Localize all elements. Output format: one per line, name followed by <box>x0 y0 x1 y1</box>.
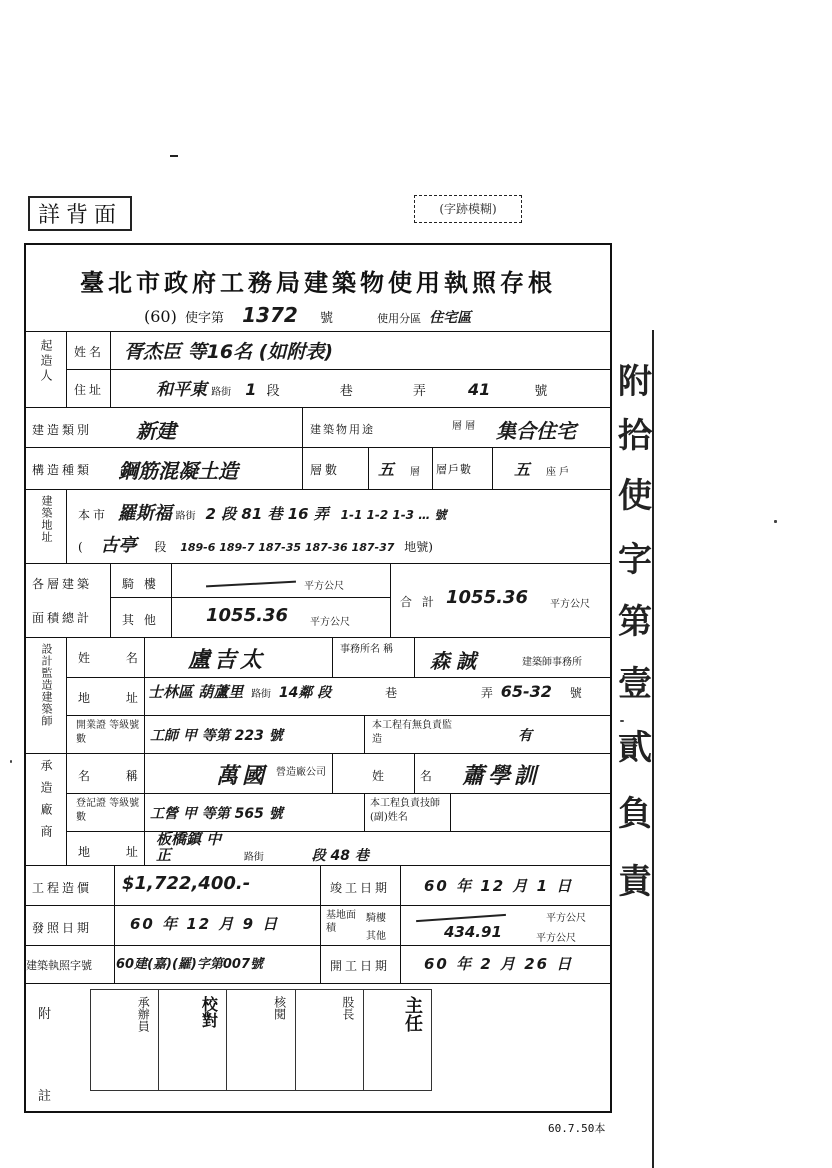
notes-stamp-cell <box>91 990 159 1090</box>
site-line-1 <box>78 499 608 525</box>
contractor-reg-label: 登記證 等級號數 <box>76 798 140 823</box>
applicant-address-number: 41 <box>467 380 491 399</box>
col-divider <box>364 793 365 831</box>
floors-label: 層數 <box>310 463 341 477</box>
stamp-text: 承辦員 <box>136 996 151 1032</box>
row-divider <box>26 331 610 332</box>
edge-char: 拾 <box>618 416 652 456</box>
col-divider <box>110 563 111 637</box>
notes-label-bottom: 註 <box>38 1089 55 1104</box>
row-divider <box>26 407 610 408</box>
form-code: 60.7.50本 <box>548 1122 606 1135</box>
row-divider <box>26 563 610 564</box>
col-divider <box>114 865 115 983</box>
other-label: 其 他 <box>122 613 159 627</box>
col-divider <box>332 753 333 793</box>
row-divider <box>26 489 610 490</box>
designer-address-label: 地 址 <box>78 691 154 705</box>
edge-char: 責 <box>618 862 652 902</box>
zone-label: 使用分區 <box>377 312 422 325</box>
col-divider <box>364 715 365 753</box>
site-line-2 <box>78 531 608 557</box>
designer-office-label: 事務所名 稱 <box>340 644 394 655</box>
applicant-address-road: 和平東 <box>156 380 207 400</box>
contractor-address <box>156 831 456 865</box>
floors-value: 五 <box>378 460 395 479</box>
site-lot-prefix: ( <box>78 540 83 554</box>
applicant-section-label: 起造人 <box>39 339 53 384</box>
contractor-engineer-label: 本工程負責技師(副)姓名 <box>370 798 440 823</box>
row-divider <box>66 793 610 794</box>
use-label: 建築物用途 <box>310 423 375 436</box>
col-divider <box>302 407 303 447</box>
col-divider <box>144 637 145 865</box>
stamp-text: 股長 <box>340 996 355 1020</box>
col-divider <box>66 637 67 753</box>
designer-address-road-suffix: 路街 <box>251 689 272 700</box>
build-permit-label: 建築執照字號 <box>26 959 92 972</box>
edge-char: 字 <box>618 540 652 580</box>
area-section-2: 面積總計 <box>32 611 93 625</box>
notes-stamp-cell <box>159 990 227 1090</box>
edge-char: 貳 <box>618 728 652 768</box>
designer-supervise-value: 有 <box>518 728 532 744</box>
col-divider <box>66 331 67 407</box>
arcade-unit: 平方公尺 <box>304 581 344 592</box>
col-divider <box>400 865 401 983</box>
designer-cert-value: 工師 甲 等第 223 號 <box>150 728 283 744</box>
row-divider <box>26 637 610 638</box>
contractor-address-suffix: 路街 <box>243 852 264 863</box>
start-value: 60 年 2 月 26 日 <box>424 955 574 973</box>
permit-number: 1372 <box>242 303 298 327</box>
total-unit: 平方公尺 <box>550 599 590 610</box>
col-divider <box>110 331 111 407</box>
permit-word: 使字第 <box>184 311 224 326</box>
site-lot-suffix: 地號) <box>404 540 433 554</box>
designer-address-value: 士林區 葫蘆里 <box>148 683 244 701</box>
designer-address-number: 65-32 <box>500 682 552 701</box>
designer-name-label: 姓 名 <box>78 651 154 665</box>
col-divider <box>320 905 321 945</box>
floors-suffix: 層 <box>410 467 420 478</box>
units-label: 層戶數 <box>436 463 472 476</box>
col-divider <box>332 637 333 677</box>
col-divider <box>171 563 172 637</box>
designer-office-value: 森誠 <box>430 649 482 673</box>
col-divider <box>492 447 493 489</box>
total-value: 1055.36 <box>446 587 528 608</box>
issue-label: 發照日期 <box>32 921 93 935</box>
notes-stamp-cell <box>296 990 364 1090</box>
corner-stamp-text: (字跡模糊) <box>439 202 497 216</box>
contractor-name-label: 名 稱 <box>78 769 154 783</box>
site-road: 羅斯福 <box>117 503 172 524</box>
applicant-address-label: 住址 <box>74 383 105 397</box>
other-value: 1055.36 <box>206 605 288 626</box>
site-lot-area: 古亭 <box>100 535 137 556</box>
corner-stamp <box>414 195 522 223</box>
designer-address <box>148 681 608 702</box>
back-side-label-text: 詳背面 <box>38 203 123 228</box>
site-lot-numbers: 189-6 189-7 187-35 187-36 187-37 <box>180 541 395 554</box>
applicant-name-label: 姓名 <box>74 345 105 359</box>
structure-value: 鋼筋混凝土造 <box>118 459 238 483</box>
adjacent-page-text <box>612 340 652 1120</box>
col-divider <box>390 563 391 637</box>
site-arcade-label: 騎樓 <box>366 913 386 924</box>
site-city: 本市 <box>78 508 109 522</box>
col-divider <box>368 447 369 489</box>
applicant-address <box>156 375 610 400</box>
scan-speckle <box>10 760 12 763</box>
contractor-address-label: 地 址 <box>78 845 154 859</box>
designer-section-label: 設計監造建築師 <box>40 643 53 727</box>
scan-mark <box>170 155 178 157</box>
col-divider <box>414 637 415 677</box>
designer-name-value: 盧吉太 <box>188 648 267 673</box>
site-other-label: 其他 <box>366 931 386 942</box>
form-title: 臺北市政府工務局建築物使用執照存根 <box>80 268 556 297</box>
edge-char: 第 <box>618 602 652 642</box>
site-address-mid: 2 段 81 巷 16 弄 <box>205 505 329 523</box>
arcade-strike <box>206 581 296 588</box>
edge-char: 壹 <box>618 664 652 704</box>
designer-address-mid: 14鄰 段 <box>278 685 332 701</box>
row-divider <box>26 753 610 754</box>
area-section-1: 各層建築 <box>32 577 93 591</box>
row-divider <box>66 715 610 716</box>
site-other-value: 434.91 <box>444 923 502 941</box>
applicant-address-road-suffix: 路街 <box>211 387 232 398</box>
applicant-address-tail: 段 巷 弄 <box>266 384 454 399</box>
use-floor-label: 層 層 <box>452 421 476 432</box>
units-suffix: 座 戶 <box>546 467 570 478</box>
completion-label: 竣工日期 <box>330 881 391 895</box>
site-numbers: 1-1 1-2 1-3 … 號 <box>340 508 447 522</box>
structure-label: 構造種類 <box>32 463 93 477</box>
site-arcade-strike <box>416 914 506 922</box>
col-divider <box>302 447 303 489</box>
contractor-address-value: 板橋鎮 中正 <box>156 830 222 864</box>
notes-stamp-box <box>90 989 432 1091</box>
row-divider <box>26 447 610 448</box>
total-label: 合 計 <box>400 595 437 609</box>
category-value: 新建 <box>136 419 176 443</box>
contractor-person-value: 蕭學訓 <box>462 764 541 789</box>
notes-stamp-cell <box>364 990 431 1090</box>
stamp-text: 主任 <box>402 996 424 1032</box>
stamp-text: 校對 <box>199 996 219 1028</box>
arcade-label: 騎 樓 <box>122 577 159 591</box>
units-value: 五 <box>514 460 531 479</box>
applicant-address-section: 1 <box>245 380 257 399</box>
site-lot-area-suffix: 段 <box>154 540 167 554</box>
contractor-name-value: 萬國 <box>216 764 269 789</box>
designer-supervise-label: 本工程有無負責監造 <box>372 720 452 745</box>
category-label: 建造類別 <box>32 423 93 437</box>
designer-address-no-prefix: 弄 <box>480 686 493 700</box>
use-value: 集合住宅 <box>496 419 576 443</box>
row-divider <box>66 369 610 370</box>
row-divider <box>26 983 610 984</box>
issue-value: 60 年 12 月 9 日 <box>130 915 280 933</box>
designer-office-suffix: 建築師事務所 <box>522 657 582 668</box>
edge-char: 使 <box>618 476 652 516</box>
site-road-suffix: 路街 <box>175 511 196 522</box>
contractor-name-suffix: 營造廠公司 <box>276 767 326 778</box>
applicant-name-value: 胥杰臣 等16名 (如附表) <box>124 341 334 363</box>
form-frame <box>24 243 612 1113</box>
completion-value: 60 年 12 月 1 日 <box>424 877 574 895</box>
site-section-label: 建築地址 <box>40 495 53 543</box>
cost-value: $1,722,400.- <box>122 873 251 894</box>
stamp-text: 核閱 <box>272 996 287 1020</box>
edge-char: 負 <box>618 794 652 834</box>
notes-label-top: 附 <box>38 1007 55 1022</box>
col-divider <box>66 489 67 563</box>
contractor-reg-value: 工營 甲 等第 565 號 <box>150 806 283 822</box>
back-side-label <box>28 196 132 231</box>
site-other-unit: 平方公尺 <box>536 933 576 944</box>
permit-year: (60) <box>144 307 177 326</box>
scan-speckle <box>774 520 777 523</box>
contractor-person-label: 姓 名 <box>372 769 448 783</box>
adjacent-page-edge <box>652 330 654 1168</box>
designer-cert-label: 開業證 等級號數 <box>76 720 140 745</box>
edge-char: 附 <box>618 362 652 402</box>
row-divider <box>110 597 390 598</box>
designer-address-lane: 巷 <box>385 686 398 700</box>
scan-speckle <box>620 720 624 722</box>
col-divider <box>66 753 67 865</box>
zone-value: 住宅區 <box>429 310 472 326</box>
applicant-address-number-suffix: 號 <box>534 384 548 399</box>
start-label: 開工日期 <box>330 959 391 973</box>
contractor-section-label: 承造廠商 <box>39 759 53 847</box>
cost-label: 工程造價 <box>32 881 93 895</box>
site-area-label: 基地面積 <box>326 910 356 934</box>
contractor-address-tail: 段 48 巷 <box>311 848 369 864</box>
row-divider <box>66 677 610 678</box>
other-unit: 平方公尺 <box>310 617 350 628</box>
col-divider <box>432 447 433 489</box>
permit-line <box>144 303 614 325</box>
site-arcade-unit: 平方公尺 <box>546 913 586 924</box>
permit-suffix: 號 <box>319 311 333 326</box>
build-permit-value: 60建(嘉)(羅)字第007號 <box>116 957 263 972</box>
designer-address-number-suffix: 號 <box>569 686 582 700</box>
notes-stamp-cell <box>227 990 295 1090</box>
